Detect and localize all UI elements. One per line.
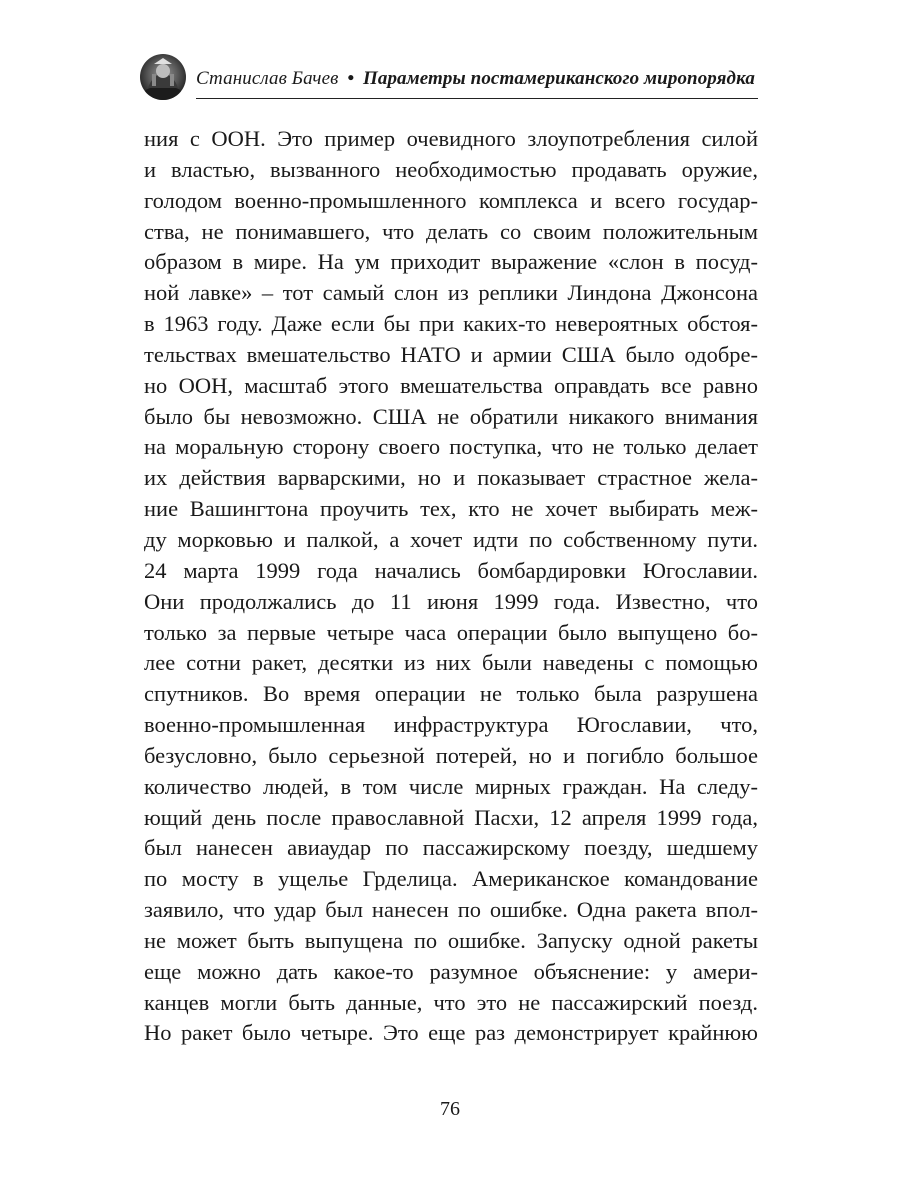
text-line: канцев могли быть данные, что это не пассажирский поезд. (144, 989, 758, 1015)
text-line: и властью, вызванного необходимостью продавать оружие, (144, 156, 758, 182)
text-line: Они продолжались до 11 июня 1999 года. Известно, что (144, 588, 758, 614)
text-line: в 1963 году. Даже если бы при каких-то невероятных обстоя- (144, 311, 758, 337)
text-line: голодом военно-промышленного комплекса и всего государ- (144, 187, 758, 213)
text-line: безусловно, было серьезной потерей, но и погибло большое (144, 742, 758, 768)
text-line: был нанесен авиаудар по пассажирскому поезду, шедшему (144, 835, 758, 861)
text-line: было бы невозможно. США не обратили никакого внимания (144, 403, 758, 429)
running-header (140, 52, 758, 102)
text-line: образом в мире. На ум приходит выражение «слон в посуд- (144, 249, 758, 275)
header-author: Станислав Бачев (196, 68, 339, 89)
text-line: не может быть выпущена по ошибке. Запуску одной ракеты (144, 927, 758, 953)
text-line: заявило, что удар был нанесен по ошибке. Одна ракета впол- (144, 897, 758, 923)
header-text (196, 68, 755, 90)
text-line: ния с ООН. Это пример очевидного злоупотребления силой (144, 126, 758, 151)
text-line: военно-промышленная инфраструктура Югославии, что, (144, 712, 758, 738)
header-title: Параметры постамериканского миропорядка (362, 68, 755, 89)
text-line: ду морковью и палкой, а хочет идти по собственному пути. (144, 526, 758, 552)
text-line: ние Вашингтона проучить тех, кто не хочет выбирать меж- (144, 496, 758, 522)
text-line: по мосту в ущелье Грделица. Американское командование (144, 866, 758, 892)
page-number: 76 (440, 1098, 460, 1120)
text-line: ства, не понимавшего, что делать со своим положительным (144, 218, 758, 244)
text-line: еще можно дать какое-то разумное объяснение: у амери- (144, 958, 758, 984)
header-separator: • (347, 68, 355, 89)
text-line: 24 марта 1999 года начались бомбардировки Югославии. (144, 557, 758, 583)
text-line: лее сотни ракет, десятки из них были наведены с помощью (144, 650, 758, 676)
text-line: их действия варварскими, но и показывает страстное жела- (144, 465, 758, 491)
text-line: только за первые четыре часа операции было выпущено бо- (144, 619, 758, 645)
text-line: ной лавке» – тот самый слон из реплики Линдона Джонсона (144, 280, 758, 306)
text-line: но ООН, масштаб этого вмешательства оправдать все равно (144, 372, 758, 398)
text-line: ющий день после православной Пасхи, 12 апреля 1999 года, (144, 804, 758, 830)
text-line: спутников. Во время операции не только была разрушена (144, 681, 758, 707)
header-rule (196, 98, 758, 99)
text-line: на моральную сторону своего поступка, что не только делает (144, 434, 758, 460)
text-line: количество людей, в том числе мирных граждан. На следу- (144, 773, 758, 799)
emblem-logo-icon (140, 54, 186, 100)
text-line: Но ракет было четыре. Это еще раз демонстрирует крайнюю (144, 1020, 758, 1046)
body-text (144, 124, 758, 1049)
text-line: тельствах вмешательство НАТО и армии США было одобре- (144, 341, 758, 367)
